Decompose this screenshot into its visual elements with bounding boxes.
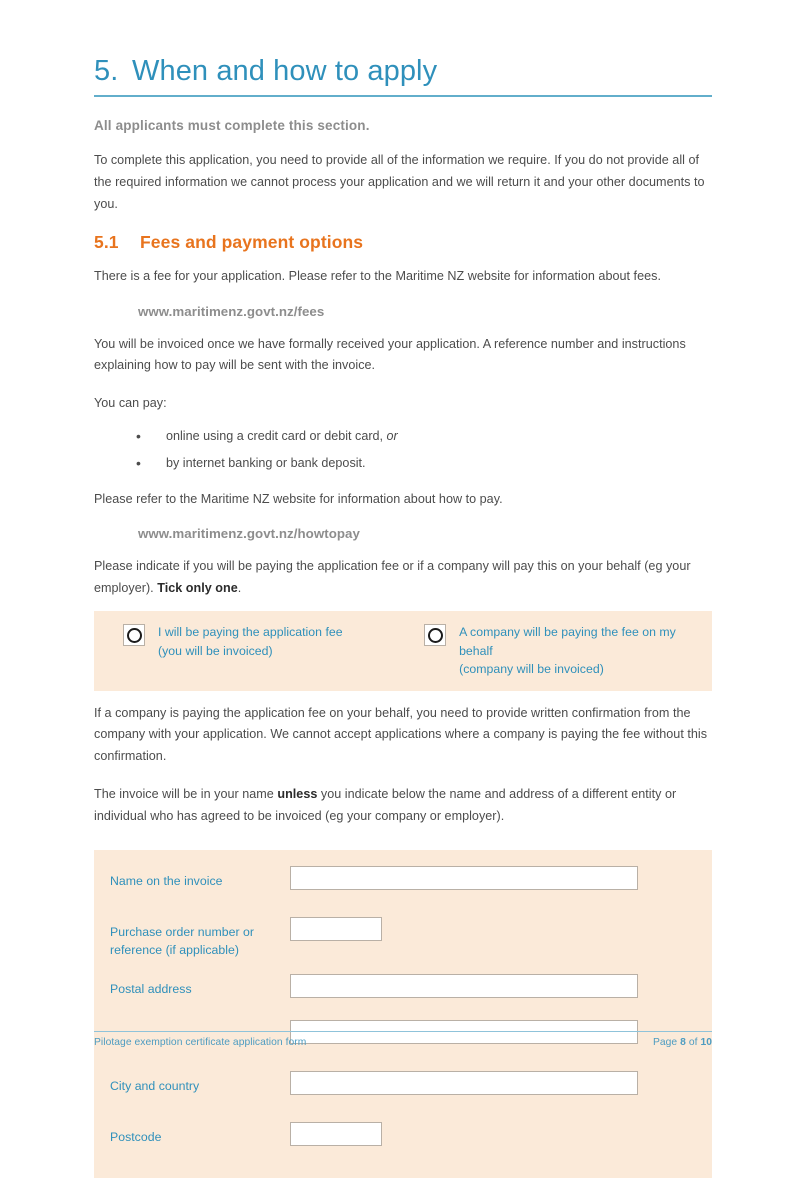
footer-page-word: Page: [652, 1037, 678, 1048]
payer-option-self-line2: (you will be invoiced): [158, 643, 273, 658]
payer-option-company-label: [459, 623, 712, 679]
page-footer: [94, 1031, 712, 1048]
section-heading-block: [94, 0, 712, 95]
form-row: [94, 1071, 712, 1109]
payer-option-company-line1: A company will be paying the fee on my behalf: [459, 625, 676, 658]
payer-instruction-emphasis: Tick only one: [157, 581, 238, 596]
section-number: 5.: [94, 55, 119, 87]
pay-intro: You can pay:: [94, 396, 167, 411]
payment-methods-list: [94, 426, 712, 475]
field-label-postcode: [110, 1122, 290, 1147]
input-postcode[interactable]: [290, 1122, 382, 1146]
field-label-postal-address-line2: [110, 1020, 290, 1026]
field-label-purchase-order: [110, 917, 290, 960]
invoice-name-emphasis: unless: [277, 786, 318, 801]
bullet-icon: •: [136, 428, 141, 445]
input-city-country[interactable]: [290, 1071, 638, 1095]
field-label-city-country: [110, 1071, 290, 1096]
payer-instruction-part1: Please indicate if you will be paying the application fee or if a company will pay this on your behalf (eg your employer).: [94, 559, 691, 596]
footer-of-word: of: [688, 1037, 698, 1048]
radio-circle-icon: [428, 628, 443, 643]
input-name-on-invoice[interactable]: [290, 866, 638, 890]
input-purchase-order[interactable]: [290, 917, 382, 941]
bullet-icon: •: [136, 454, 141, 471]
form-row: [94, 1122, 712, 1160]
list-item: [94, 426, 712, 448]
invoice-details-form: [94, 850, 712, 1178]
label-line1: City and country: [110, 1078, 200, 1093]
form-row: [94, 974, 712, 1012]
page-content: [94, 0, 712, 1178]
label-line2: reference (if applicable): [110, 943, 239, 958]
bullet-text: by internet banking or bank deposit.: [166, 455, 366, 470]
label-line1: Postal address: [110, 981, 192, 996]
invoice-name-part1: The invoice will be in your name: [94, 786, 278, 801]
form-row: [94, 917, 712, 960]
payer-option-panel: [94, 611, 712, 691]
payer-option-self-line1: I will be paying the application fee: [158, 625, 343, 640]
label-line1: Name on the invoice: [110, 873, 223, 888]
howtopay-url[interactable]: www.maritimenz.govt.nz/howtopay: [138, 526, 360, 542]
footer-document-title: Pilotage exemption certificate application form: [94, 1037, 307, 1048]
radio-button-self[interactable]: [123, 624, 145, 646]
heading-divider: [94, 95, 712, 97]
footer-divider: [94, 1031, 712, 1032]
subsection-title-text: Fees and payment options: [140, 231, 364, 252]
section-title-text: When and how to apply: [132, 55, 438, 87]
field-label-name-on-invoice: [110, 866, 290, 891]
confirmation-paragraph: If a company is paying the application fee on your behalf, you need to provide written confirmation from the company with your application. We cannot accept applications where a company is paying the fee without this confirmation.: [94, 705, 708, 764]
form-row: [94, 866, 712, 904]
subsection-heading: [94, 232, 712, 253]
intro-paragraph: To complete this application, you need to provide all of the information we require. If you do not provide all of the required information we cannot process your application and we will return it and your other documents to you.: [94, 153, 705, 212]
label-line1: Purchase order number or: [110, 924, 255, 939]
footer-page-number: 8: [680, 1037, 686, 1048]
payer-option-self-label: [158, 623, 343, 660]
fees-url[interactable]: www.maritimenz.govt.nz/fees: [138, 303, 325, 319]
payer-option-company[interactable]: [412, 623, 712, 679]
radio-button-company[interactable]: [424, 624, 446, 646]
invoice-paragraph: You will be invoiced once we have formally received your application. A reference number and instructions explaining how to pay will be sent with the invoice.: [94, 336, 686, 373]
payer-instruction: [94, 556, 712, 600]
lead-statement: All applicants must complete this section.: [94, 118, 370, 134]
input-postal-address-line1[interactable]: [290, 974, 638, 998]
footer-total-pages: 10: [700, 1037, 712, 1048]
footer-pagination: [653, 1037, 712, 1048]
subsection-number: 5.1: [94, 231, 119, 252]
label-line1: Postcode: [110, 1129, 162, 1144]
payer-instruction-part2: .: [237, 581, 242, 596]
fee-paragraph: There is a fee for your application. Please refer to the Maritime NZ website for information about fees.: [94, 268, 661, 283]
invoice-name-part2: you indicate below the name and address of a different entity or individual who has agreed to be invoiced (eg your company or employer).: [94, 786, 677, 823]
howtopay-paragraph: Please refer to the Maritime NZ website for information about how to pay.: [94, 491, 503, 506]
field-label-postal-address: [110, 974, 290, 999]
page-title: [94, 55, 712, 95]
footer-content: [94, 1037, 712, 1048]
bullet-italic-suffix: or: [386, 429, 398, 444]
list-item: [94, 453, 712, 475]
invoice-name-paragraph: [94, 784, 712, 828]
payer-option-company-line2: (company will be invoiced): [459, 662, 604, 677]
radio-circle-icon: [127, 628, 142, 643]
payer-option-self[interactable]: [94, 623, 412, 679]
bullet-text: online using a credit card or debit card,: [166, 429, 384, 444]
